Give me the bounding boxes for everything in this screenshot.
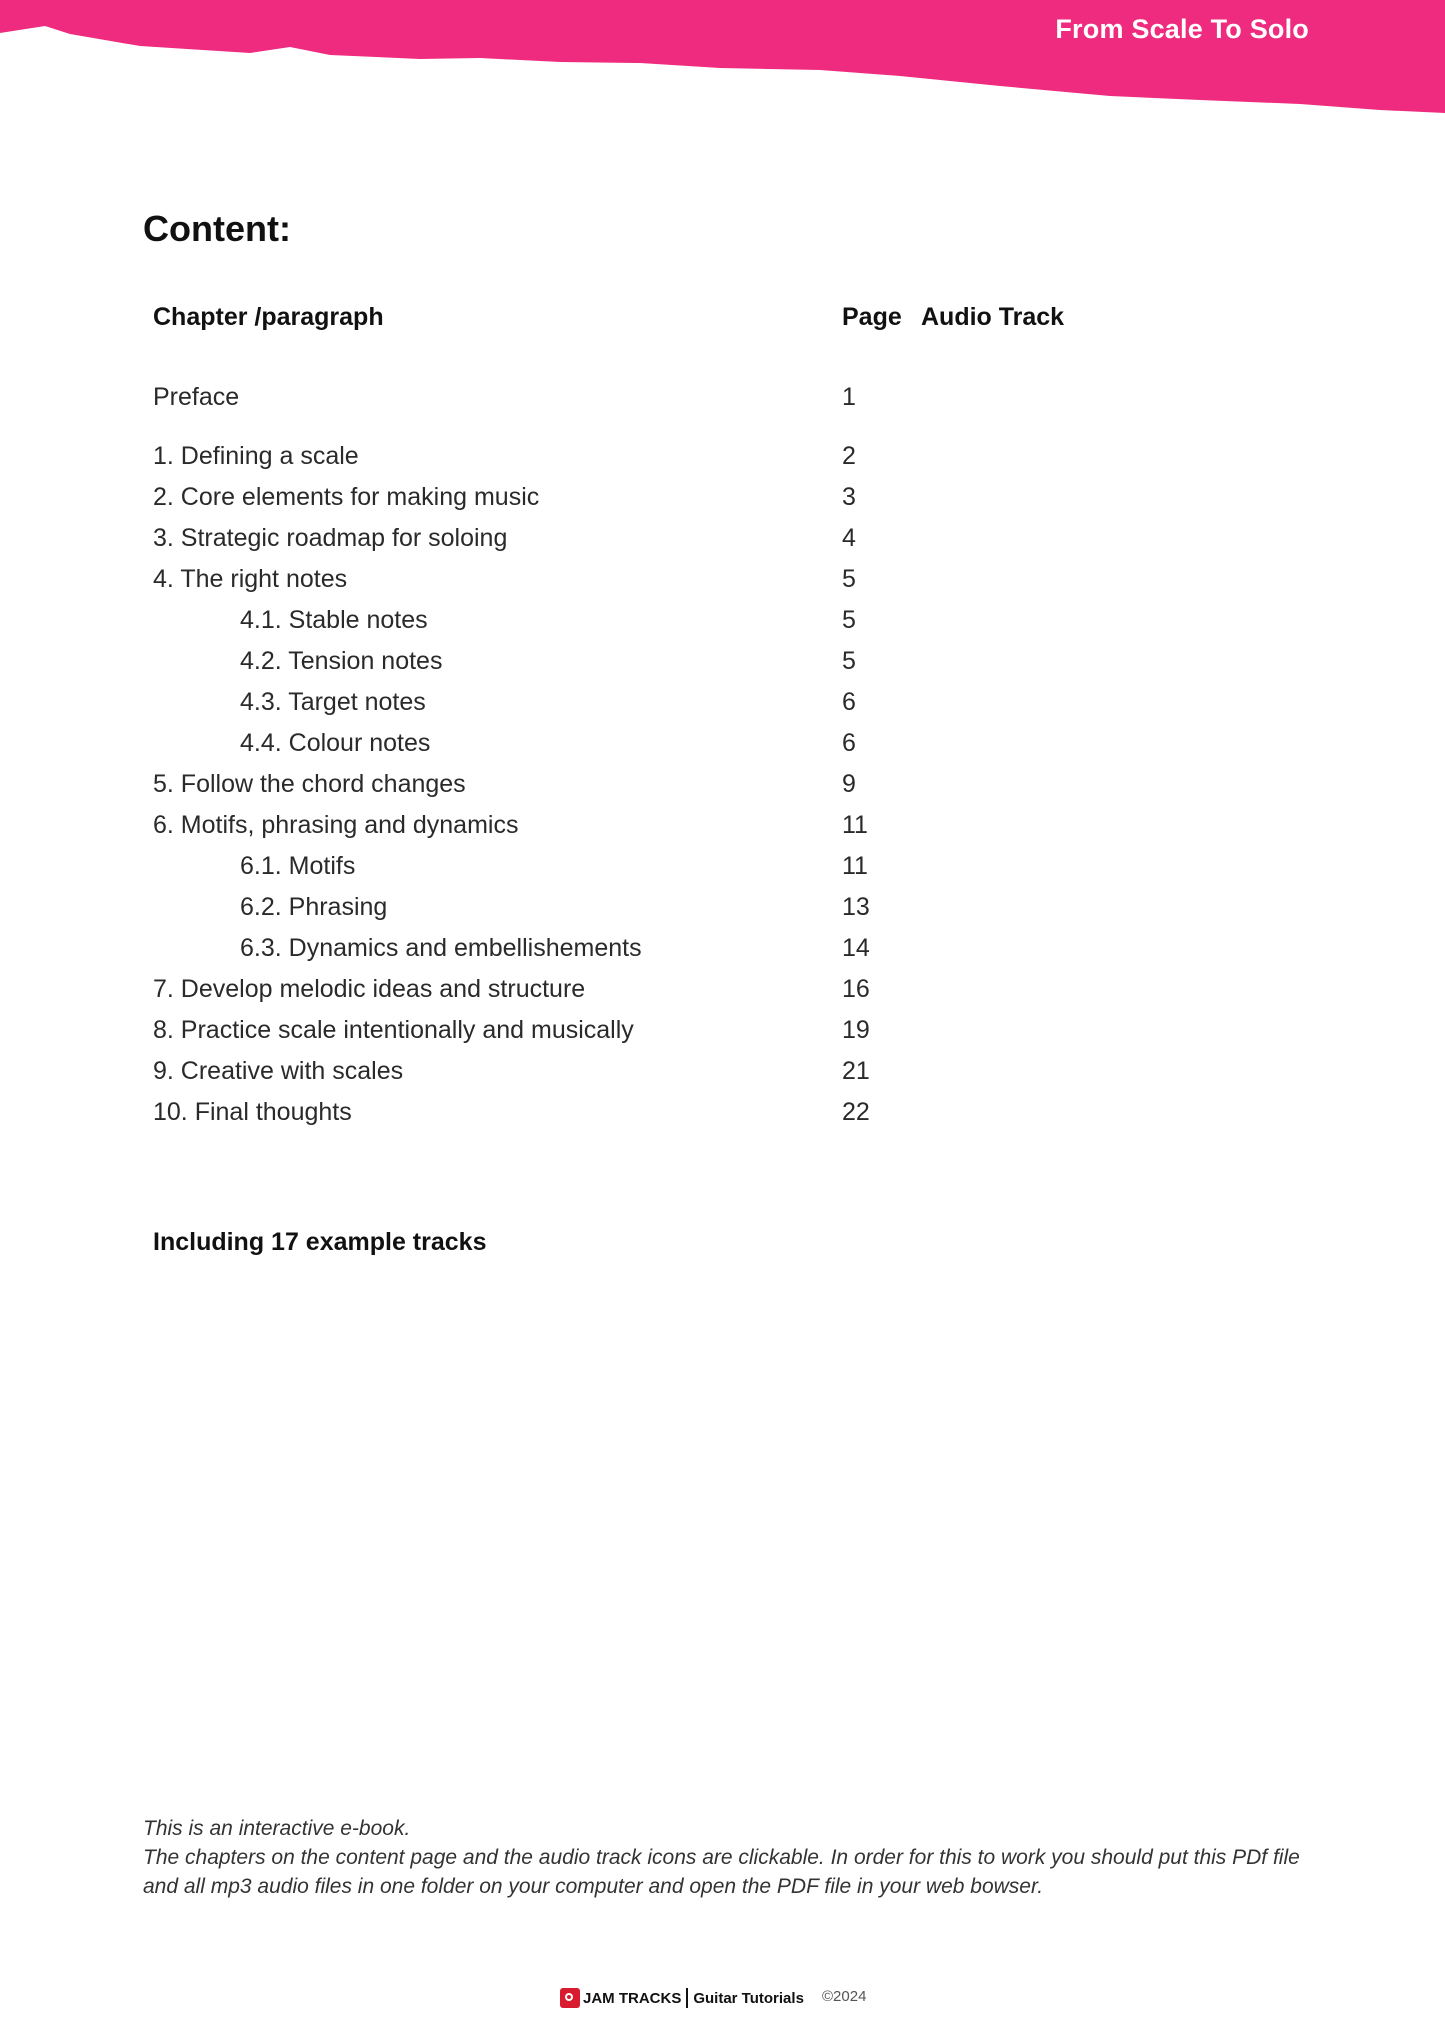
- toc-entry-page: 19: [842, 1016, 870, 1044]
- toc-entry[interactable]: [0, 383, 1000, 419]
- toc-entry-page: 21: [842, 1057, 870, 1085]
- toc-entry[interactable]: [0, 442, 1000, 478]
- toc-entry[interactable]: [0, 729, 1000, 765]
- logo-divider: [686, 1988, 688, 2008]
- toc-entry-title[interactable]: 6. Motifs, phrasing and dynamics: [153, 811, 519, 839]
- document-title: From Scale To Solo: [1055, 14, 1309, 44]
- toc-entry-title[interactable]: 4. The right notes: [153, 565, 348, 593]
- logo-subtitle: Guitar Tutorials: [693, 1989, 804, 2007]
- toc-entry-title[interactable]: 8. Practice scale intentionally and musically: [153, 1016, 634, 1044]
- toc-entry[interactable]: [0, 524, 1000, 560]
- toc-entry-page: 11: [842, 811, 868, 839]
- toc-entry-title[interactable]: 4.1. Stable notes: [240, 606, 428, 634]
- toc-entry-title[interactable]: 7. Develop melodic ideas and structure: [153, 975, 586, 1003]
- toc-entry-title[interactable]: 6.1. Motifs: [240, 852, 356, 880]
- jam-tracks-logo-icon: [560, 1988, 580, 2008]
- column-header-chapter: Chapter /paragraph: [153, 303, 384, 331]
- toc-entry-title[interactable]: 9. Creative with scales: [153, 1057, 404, 1085]
- toc-entry-title[interactable]: 5. Follow the chord changes: [153, 770, 466, 798]
- toc-entry-title[interactable]: 4.3. Target notes: [240, 688, 426, 716]
- toc-entry[interactable]: [0, 770, 1000, 806]
- toc-entry-title[interactable]: 6.3. Dynamics and embellishements: [240, 934, 642, 962]
- toc-entry-page: 5: [842, 606, 856, 634]
- jam-tracks-logo: [560, 1983, 804, 2013]
- toc-entry[interactable]: [0, 852, 1000, 888]
- toc-entry-page: 22: [842, 1098, 870, 1126]
- toc-entry-page: 9: [842, 770, 856, 798]
- toc-entry[interactable]: [0, 1016, 1000, 1052]
- footnote-line-2: The chapters on the content page and the audio track icons are clickable. In order for this to work you should put this PDf file and all mp3 audio files in one folder on your computer and open the PDF file in your web bowser.: [143, 1846, 1300, 1898]
- toc-entry-title[interactable]: 4.4. Colour notes: [240, 729, 431, 757]
- toc-entry-title[interactable]: 4.2. Tension notes: [240, 647, 443, 675]
- toc-entry-page: 4: [842, 524, 856, 552]
- toc-entry-title[interactable]: Preface: [153, 383, 240, 411]
- toc-entry-page: 3: [842, 483, 856, 511]
- toc-entry-page: 6: [842, 729, 856, 757]
- tracks-note: Including 17 example tracks: [153, 1228, 487, 1256]
- toc-entry[interactable]: [0, 606, 1000, 642]
- footnote-line-1: This is an interactive e-book.: [143, 1817, 411, 1840]
- toc-entry[interactable]: [0, 811, 1000, 847]
- toc-entry-page: 5: [842, 565, 856, 593]
- toc-entry-title[interactable]: 3. Strategic roadmap for soloing: [153, 524, 508, 552]
- column-header-audio-track: Audio Track: [921, 303, 1065, 331]
- toc-entry-page: 2: [842, 442, 856, 470]
- interactive-ebook-note: [143, 1814, 1303, 1901]
- toc-entry-page: 11: [842, 852, 868, 880]
- column-header-page: Page: [842, 303, 902, 331]
- toc-entry-page: 6: [842, 688, 856, 716]
- toc-entry[interactable]: [0, 688, 1000, 724]
- toc-entry[interactable]: [0, 1057, 1000, 1093]
- toc-entry[interactable]: [0, 483, 1000, 519]
- toc-entry[interactable]: [0, 975, 1000, 1011]
- page-title: Content:: [143, 208, 291, 249]
- toc-entry[interactable]: [0, 565, 1000, 601]
- toc-entry[interactable]: [0, 893, 1000, 929]
- toc-entry-page: 5: [842, 647, 856, 675]
- copyright: ©2024: [822, 1988, 867, 2005]
- toc-entry-page: 13: [842, 893, 870, 921]
- toc-entry-title[interactable]: 10. Final thoughts: [153, 1098, 352, 1126]
- logo-text: JAM TRACKS: [583, 1989, 682, 2007]
- toc-entry[interactable]: [0, 934, 1000, 970]
- toc-entry[interactable]: [0, 1098, 1000, 1134]
- toc-entry-title[interactable]: 1. Defining a scale: [153, 442, 359, 470]
- toc-entry-page: 1: [842, 383, 856, 411]
- toc-entry-page: 16: [842, 975, 870, 1003]
- toc-entry[interactable]: [0, 647, 1000, 683]
- toc-entry-title[interactable]: 2. Core elements for making music: [153, 483, 540, 511]
- toc-entry-title[interactable]: 6.2. Phrasing: [240, 893, 388, 921]
- toc-entry-page: 14: [842, 934, 870, 962]
